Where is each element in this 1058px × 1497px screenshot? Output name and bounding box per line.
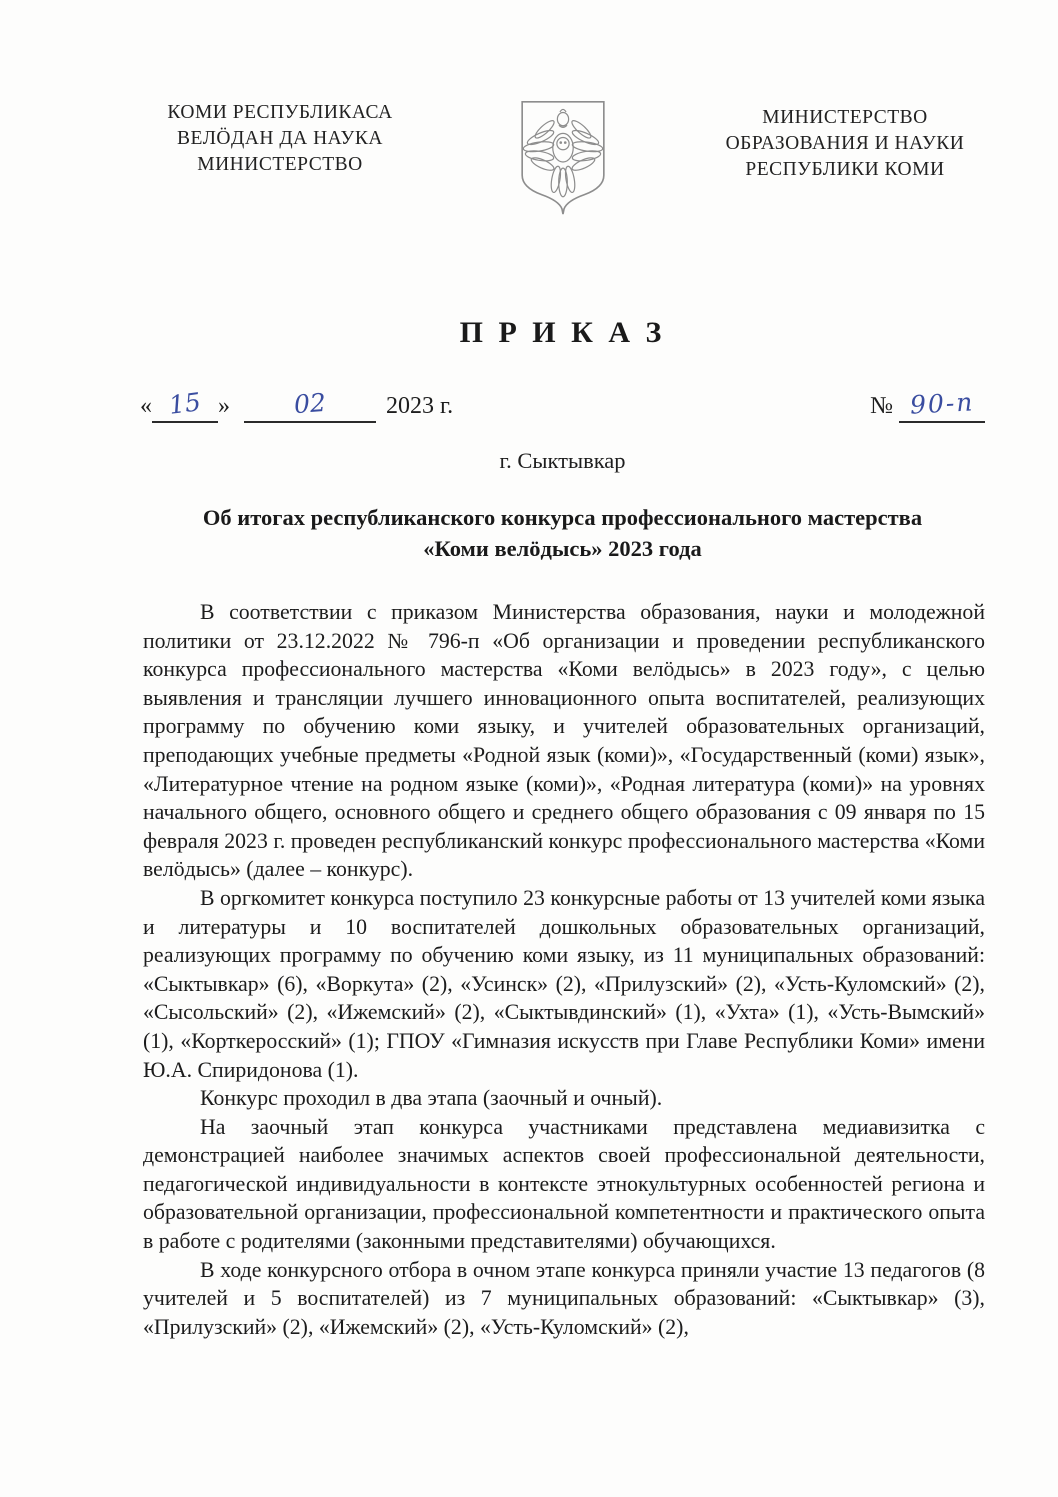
place-line: г. Сыктывкар: [499, 448, 626, 473]
subject-line-2: «Коми велӧдысь» 2023 года: [423, 536, 702, 561]
komi-coat-of-arms-icon: [514, 96, 612, 228]
document-title: П Р И К А З: [459, 316, 666, 349]
handwritten-day: 15: [167, 387, 203, 420]
org-rus-line-2: ОБРАЗОВАНИЯ И НАУКИ: [725, 133, 965, 154]
paragraph-3: Конкурс проходил в два этапа (заочный и очный).: [200, 1086, 663, 1111]
header-org-rus: [700, 105, 990, 183]
paragraph-1: В соответствии с приказом Министерства образования, науки и молодежной политики от 23.12.2022 № 796-п «Об организации и проведении республиканского конкурса профессионального мастерства «Коми велӧдысь» в 2023 году», с целью выявления и трансляции лучшего инновационного опыта воспитателей, реализующих программу по обучению коми языку, и учителей образовательных организаций, преподающих учебные предметы «Родной язык (коми)», «Государственный (коми) язык», «Литературное чтение на родном языке (коми)», «Родная литература (коми)» на уровнях начального общего, основного общего и среднего общего образования с 09 января по 15 февраля 2023 г. проведен республиканский конкурс профессионального мастерства «Коми велӧдысь» (далее – конкурс).: [143, 600, 985, 882]
paragraph-2: В оргкомитет конкурса поступило 23 конкурсные работы от 13 учителей коми языка и литературы и 10 воспитателей дошкольных образовательных организаций, реализующих программу по обучению коми языку, из 11 муниципальных образований: «Сыктывкар» (6), «Воркута» (2), «Усинск» (2), «Прилузский» (2), «Усть-Куломский» (2), «Сысольский» (2), «Ижемский» (2), «Сыктывдинский» (1), «Ухта» (1), «Усть-Вымский» (1), «Корткеросский» (1); ГПОУ «Гимназия искусств при Главе Республики Коми» имени Ю.А. Спиридонова (1).: [143, 885, 985, 1082]
handwritten-month: 02: [293, 387, 327, 420]
date-number-row: [140, 387, 985, 421]
org-rus-line-3: РЕСПУБЛИКИ КОМИ: [745, 159, 945, 180]
date-line: [140, 387, 454, 421]
date-year: 2023 г.: [386, 393, 454, 419]
document-body: [143, 598, 985, 1341]
org-rus-line-1: МИНИСТЕРСТВО: [762, 107, 928, 128]
date-month-blank: [244, 387, 376, 423]
header-org-komi: [140, 100, 420, 178]
date-open-quote: «: [140, 393, 152, 419]
subject-heading: [140, 502, 985, 564]
number-blank: [899, 387, 985, 423]
date-day-blank: [152, 387, 218, 423]
number-sign: №: [870, 393, 893, 419]
subject-line-1: Об итогах республиканского конкурса профессионального мастерства: [202, 505, 923, 530]
date-close-quote: »: [218, 393, 230, 419]
org-komi-line-2: ВЕЛӦДАН ДА НАУКА: [177, 128, 383, 149]
org-komi-line-3: МИНИСТЕРСТВО: [197, 154, 363, 175]
handwritten-number: 90-п: [909, 387, 975, 420]
paragraph-4: На заочный этап конкурса участниками представлена медиавизитка с демонстрацией наиболее значимых аспектов своей профессиональной деятельности, педагогической индивидуальности в контексте этнокультурных особенностей региона и образовательной организации, профессиональной компетентности и практического опыта в работе с родителями (законными представителями) обучающихся.: [143, 1114, 985, 1254]
org-komi-line-1: КОМИ РЕСПУБЛИКАСА: [167, 102, 393, 123]
paragraph-5: В ходе конкурсного отбора в очном этапе конкурса приняли участие 13 педагогов (8 учителей и 5 воспитателей) из 7 муниципальных образований: «Сыктывкар» (3), «Прилузский» (2), «Ижемский» (2), «Усть-Куломский» (2),: [143, 1257, 985, 1339]
document-number-line: [870, 387, 985, 421]
